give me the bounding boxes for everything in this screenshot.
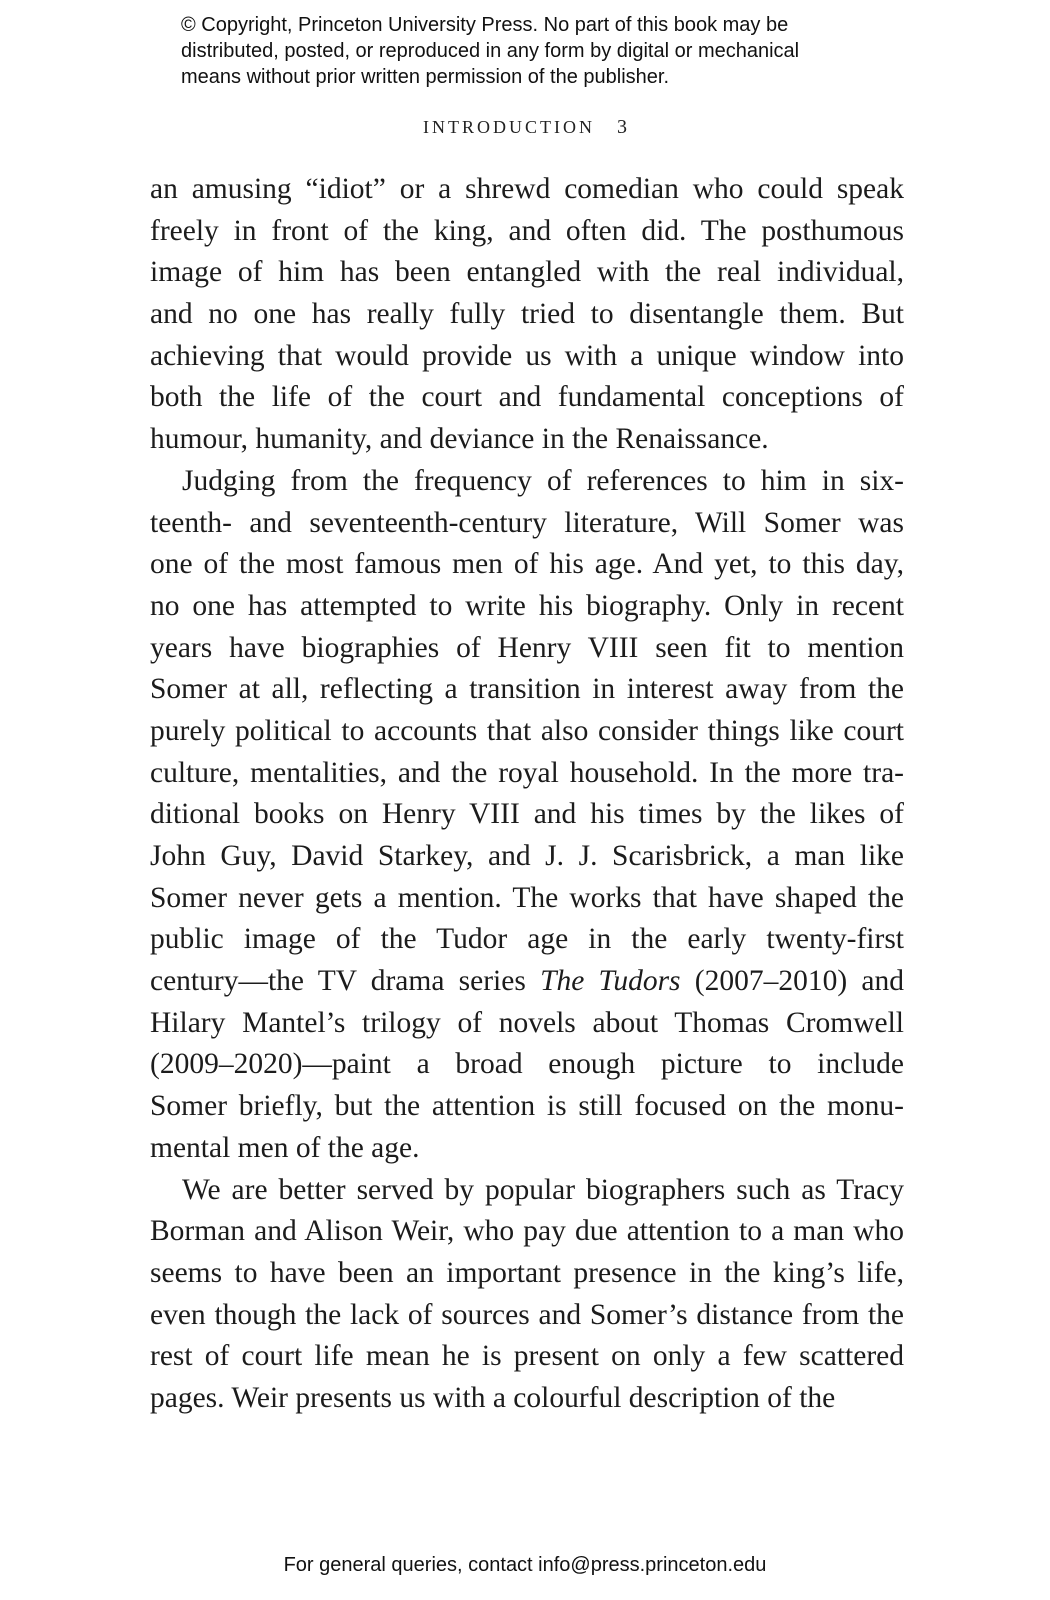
text-line: freely in front of the king, and often did. The posthumous: [150, 214, 904, 247]
text-line: (2009–2020)—paint a broad enough picture to include: [150, 1048, 904, 1081]
text-line: John Guy, David Starkey, and J. J. Scarisbrick, a man like: [150, 840, 904, 872]
footer-contact: For general queries, contact info@press.princeton.edu: [283, 1554, 767, 1576]
page-number: 3: [616, 116, 627, 138]
copyright-line: © Copyright, Princeton University Press. No part of this book may be: [181, 14, 789, 36]
text-line: Somer never gets a mention. The works that have shaped the: [150, 881, 904, 914]
running-head: [0, 116, 1050, 139]
title-emphasis: The Tudors: [540, 965, 681, 998]
paragraph: [150, 169, 904, 461]
text-line: rest of court life mean he is present on only a few scattered: [150, 1340, 904, 1373]
text-line: achieving that would provide us with a unique window into: [150, 339, 904, 372]
text-line: Somer briefly, but the attention is still focused on the monu-: [150, 1090, 904, 1123]
text-line: seems to have been an important presence in the king’s life,: [150, 1256, 904, 1289]
text-line: even though the lack of sources and Somer’s distance from the: [150, 1298, 904, 1331]
text-line: one of the most famous men of his age. And yet, to this day,: [150, 548, 904, 581]
paragraph: [150, 1170, 904, 1420]
text-line: century—the TV drama series The Tudors (2007–2010) and: [150, 965, 904, 998]
text-line: Somer at all, reflecting a transition in interest away from the: [150, 673, 904, 706]
copyright-line: distributed, posted, or reproduced in any form by digital or mechanical: [181, 40, 800, 62]
text-line: public image of the Tudor age in the early twenty-first: [150, 923, 904, 956]
text-line: mental men of the age.: [150, 1131, 420, 1164]
copyright-notice: [181, 12, 941, 90]
text-line: image of him has been entangled with the real individual,: [150, 256, 904, 289]
paragraph: [150, 461, 904, 1170]
text-line: pages. Weir presents us with a colourful description of the: [150, 1381, 836, 1414]
text-line: teenth- and seventeenth-century literature, Will Somer was: [150, 506, 904, 539]
body-text: [150, 169, 904, 1420]
text-line: no one has attempted to write his biography. Only in recent: [150, 589, 904, 622]
running-head-title: INTRODUCTION: [423, 117, 595, 137]
text-line: Borman and Alison Weir, who pay due attention to a man who: [150, 1215, 904, 1248]
text-line: purely political to accounts that also consider things like court: [150, 714, 904, 747]
text-line: and no one has really fully tried to disentangle them. But: [150, 298, 904, 331]
text-line: ditional books on Henry VIII and his times by the likes of: [150, 798, 904, 831]
text-line: humour, humanity, and deviance in the Renaissance.: [150, 423, 769, 456]
text-line: culture, mentalities, and the royal household. In the more tra-: [150, 756, 904, 789]
text-line: years have biographies of Henry VIII seen fit to mention: [150, 631, 904, 664]
text-line: an amusing “idiot” or a shrewd comedian who could speak: [150, 173, 904, 205]
copyright-line: means without prior written permission of the publisher.: [181, 66, 670, 88]
text-line: We are better served by popular biographers such as Tracy: [182, 1173, 904, 1206]
text-line: both the life of the court and fundamental conceptions of: [150, 381, 904, 414]
text-line: Hilary Mantel’s trilogy of novels about Thomas Cromwell: [150, 1006, 904, 1039]
text-line: Judging from the frequency of references to him in six-: [182, 464, 904, 497]
